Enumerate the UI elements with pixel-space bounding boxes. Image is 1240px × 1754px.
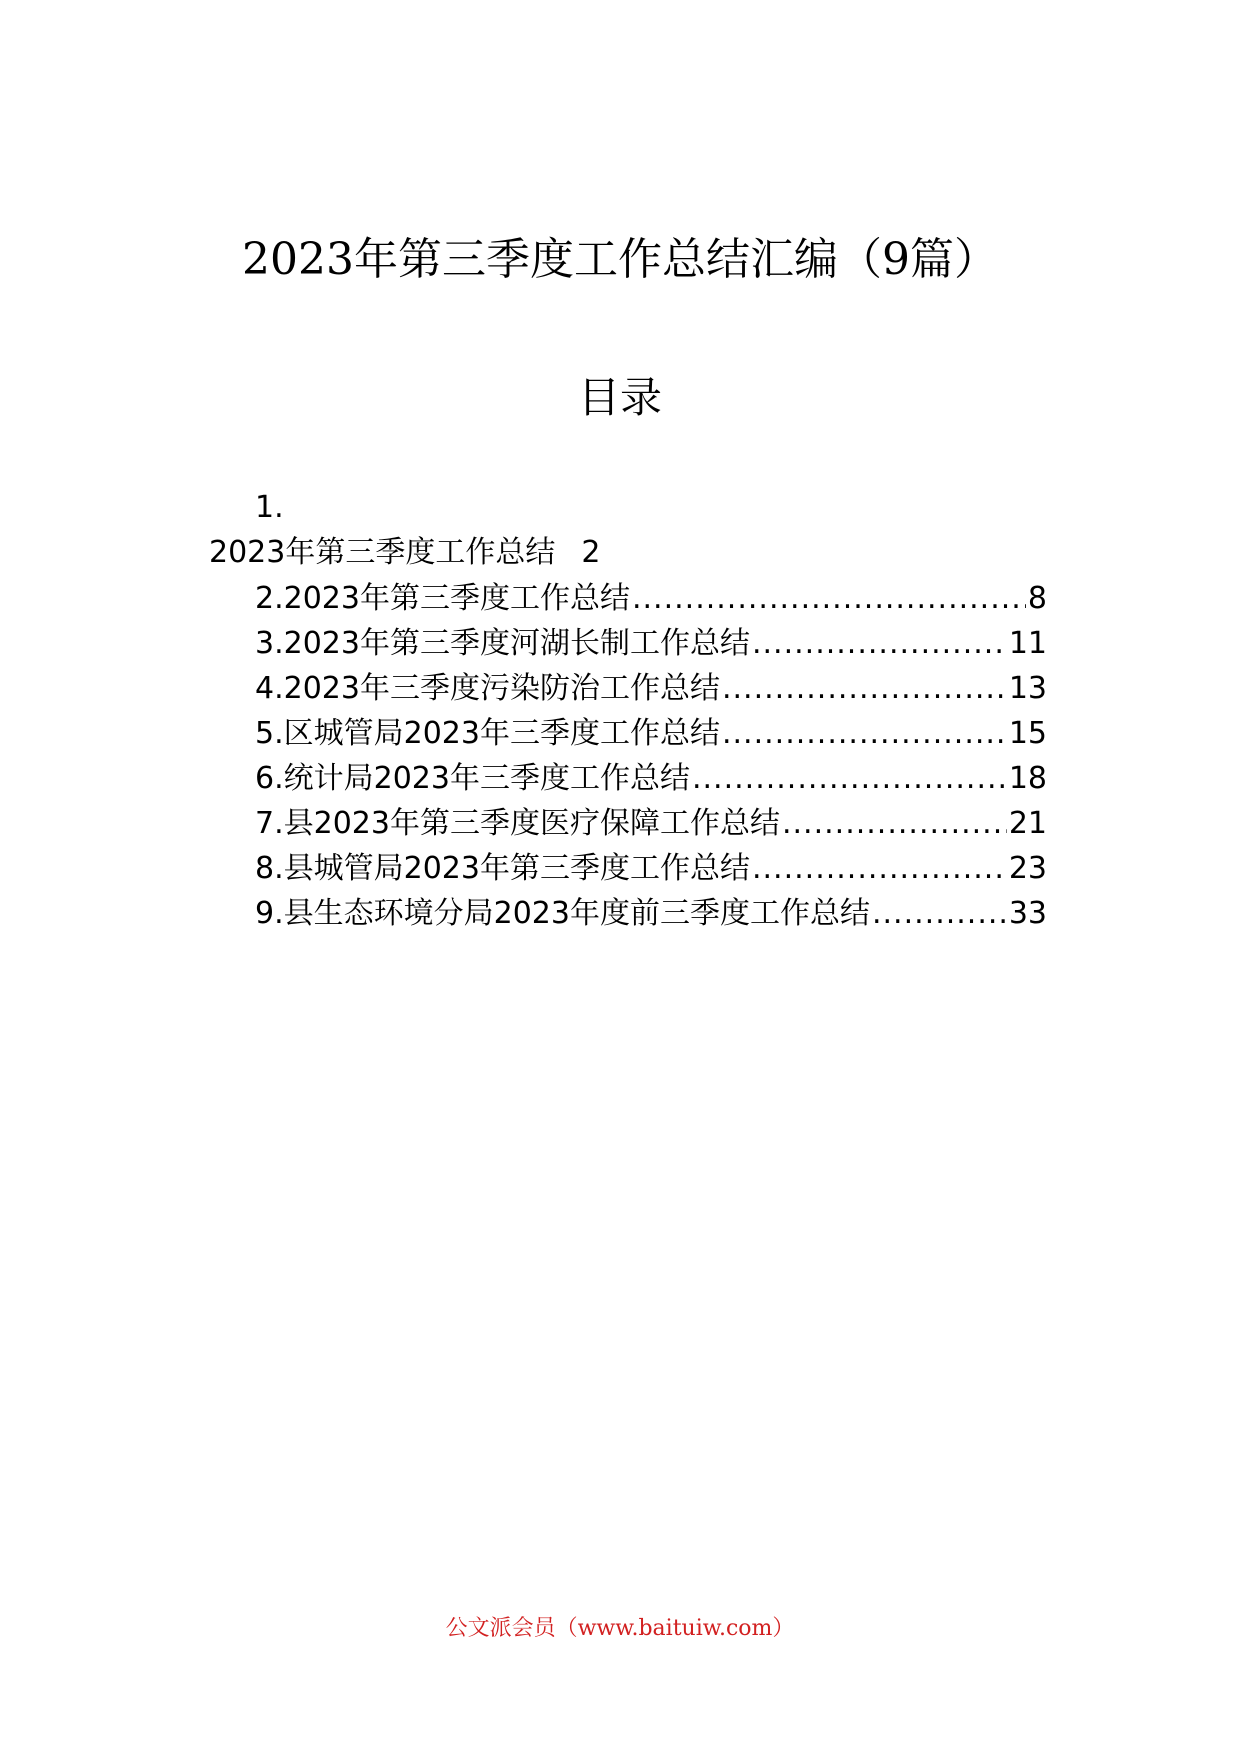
toc-entry-page: 15 — [1008, 716, 1047, 751]
toc-heading: 目录 — [577, 373, 662, 422]
toc-entry-page: 13 — [1008, 671, 1047, 706]
toc-list — [255, 579, 1047, 939]
toc-entry-page: 33 — [1008, 896, 1047, 931]
footer-watermark: 公文派会员（www.baituiw.com） — [445, 1616, 795, 1641]
toc-entry-text: 3.2023年第三季度河湖长制工作总结 — [255, 626, 750, 661]
toc-entry-text: 5.区城管局2023年三季度工作总结 — [255, 716, 720, 751]
dot-leader — [752, 849, 1007, 889]
toc-entry-page: 8 — [1027, 581, 1047, 616]
toc-entry-text: 7.县2023年第三季度医疗保障工作总结 — [255, 806, 780, 841]
toc-entry-3[interactable] — [255, 624, 1047, 669]
toc-entry-page: 23 — [1008, 851, 1047, 886]
toc-entry-7[interactable] — [255, 804, 1047, 849]
toc-entry-page: 11 — [1008, 626, 1047, 661]
dot-leader — [632, 579, 1026, 619]
toc-entry-1-page: 2 — [581, 535, 601, 570]
toc-entry-text: 4.2023年三季度污染防治工作总结 — [255, 671, 720, 706]
dot-leader — [782, 804, 1007, 844]
toc-entry-text: 6.统计局2023年三季度工作总结 — [255, 761, 690, 796]
toc-entry-4[interactable] — [255, 669, 1047, 714]
dot-leader — [752, 624, 1007, 664]
toc-entry-page: 18 — [1008, 761, 1047, 796]
toc-entry-9[interactable] — [255, 894, 1047, 939]
toc-entry-2[interactable] — [255, 579, 1047, 624]
toc-entry-1-number[interactable]: 1. — [255, 490, 284, 525]
dot-leader — [872, 894, 1007, 934]
toc-entry-text: 9.县生态环境分局2023年度前三季度工作总结 — [255, 896, 870, 931]
dot-leader — [722, 714, 1007, 754]
dot-leader — [692, 759, 1007, 799]
dot-leader — [722, 669, 1007, 709]
toc-entry-text: 8.县城管局2023年第三季度工作总结 — [255, 851, 750, 886]
toc-entry-1-text: 2023年第三季度工作总结 — [209, 535, 556, 570]
toc-entry-6[interactable] — [255, 759, 1047, 804]
toc-entry-8[interactable] — [255, 849, 1047, 894]
toc-entry-5[interactable] — [255, 714, 1047, 759]
document-title: 2023年第三季度工作总结汇编（9篇） — [242, 234, 998, 285]
toc-entry-1[interactable] — [209, 533, 600, 573]
toc-entry-text: 2.2023年第三季度工作总结 — [255, 581, 630, 616]
toc-entry-page: 21 — [1008, 806, 1047, 841]
